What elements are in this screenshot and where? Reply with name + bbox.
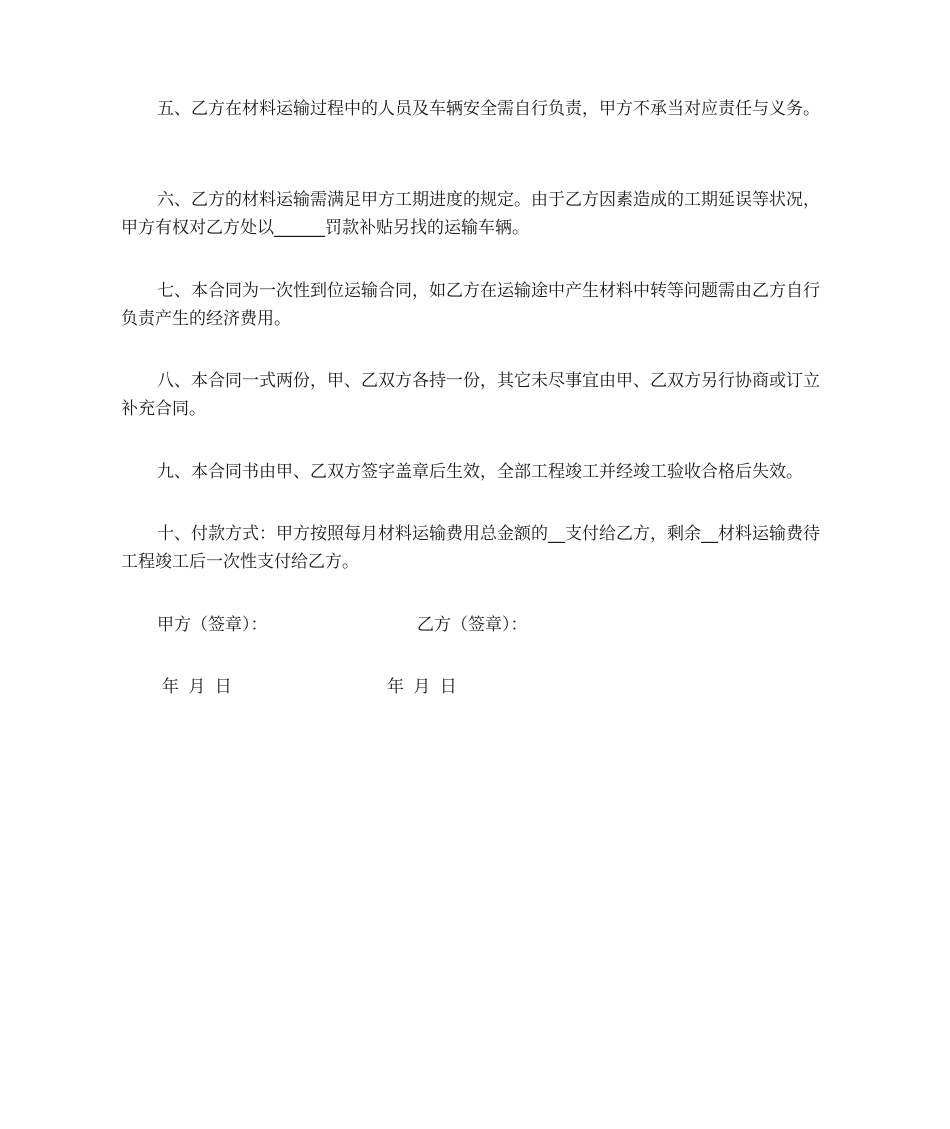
party-a-date: 年 月 日 (162, 677, 232, 697)
clause-8: 八、本合同一式两份，甲、乙双方各持一份，其它未尽事宜由甲、乙双方另行协商或订立补充合同。 (121, 371, 820, 419)
clause-5: 五、乙方在材料运输过程中的人员及车辆安全需自行负责，甲方不承当对应责任与义务。 (157, 99, 820, 119)
party-b-signature-label: 乙方（签章）： (417, 615, 528, 635)
clause-10: 十、付款方式：甲方按照每月材料运输费用总金额的__支付给乙方，剩余__材料运输费待工程竣工后一次性支付给乙方。 (121, 524, 820, 572)
party-a-signature-label: 甲方（签章）： (157, 615, 268, 635)
clause-9: 九、本合同书由甲、乙双方签字盖章后生效，全部工程竣工并经竣工验收合格后失效。 (157, 462, 803, 482)
clause-7: 七、本合同为一次性到位运输合同，如乙方在运输途中产生材料中转等问题需由乙方自行负责产生的经济费用。 (121, 281, 820, 329)
party-b-date: 年 月 日 (387, 677, 457, 697)
clause-6: 六、乙方的材料运输需满足甲方工期进度的规定。由于乙方因素造成的工期延误等状况，甲方有权对乙方处以______罚款补贴另找的运输车辆。 (121, 190, 820, 238)
